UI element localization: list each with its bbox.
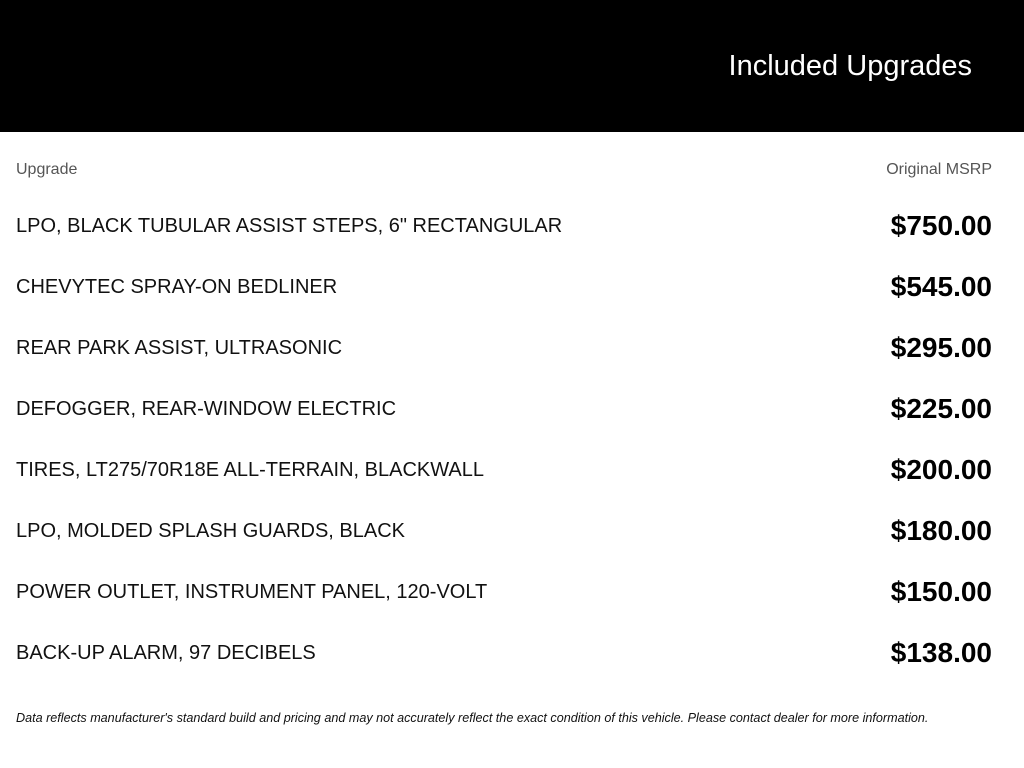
- upgrade-name: LPO, MOLDED SPLASH GUARDS, BLACK: [16, 519, 406, 542]
- upgrade-price: $138.00: [890, 636, 992, 668]
- table-row: [16, 620, 992, 685]
- upgrade-price: $545.00: [890, 270, 992, 302]
- table-row: [16, 437, 992, 502]
- upgrade-price: $750.00: [890, 209, 992, 241]
- disclaimer-text: Data reflects manufacturer's standard build and pricing and may not accurately reflect the exact condition of this vehicle. Please contact dealer for more information.: [16, 711, 929, 725]
- upgrades-table: [16, 158, 992, 685]
- table-body: [16, 193, 992, 685]
- upgrade-price: $150.00: [890, 575, 992, 607]
- upgrade-name: REAR PARK ASSIST, ULTRASONIC: [16, 336, 343, 359]
- table-header: [16, 158, 992, 182]
- table-row: [16, 254, 992, 319]
- table-row: [16, 315, 992, 380]
- upgrade-name: POWER OUTLET, INSTRUMENT PANEL, 120-VOLT: [16, 580, 488, 603]
- upgrade-price: $180.00: [890, 514, 992, 546]
- upgrade-price: $200.00: [890, 453, 992, 485]
- table-row: [16, 193, 992, 258]
- upgrade-price: $225.00: [890, 392, 992, 424]
- column-header-msrp: Original MSRP: [886, 161, 992, 178]
- upgrade-name: CHEVYTEC SPRAY-ON BEDLINER: [16, 275, 338, 298]
- upgrade-name: DEFOGGER, REAR-WINDOW ELECTRIC: [16, 397, 397, 420]
- table-row: [16, 376, 992, 441]
- header-banner: [0, 0, 1024, 132]
- upgrade-price: $295.00: [890, 331, 992, 363]
- column-header-upgrade: Upgrade: [16, 161, 78, 178]
- table-row: [16, 559, 992, 624]
- upgrade-name: BACK-UP ALARM, 97 DECIBELS: [16, 641, 316, 664]
- upgrade-name: LPO, BLACK TUBULAR ASSIST STEPS, 6" RECTANGULAR: [16, 214, 563, 237]
- upgrade-name: TIRES, LT275/70R18E ALL-TERRAIN, BLACKWALL: [16, 458, 484, 481]
- page-title: Included Upgrades: [728, 50, 972, 82]
- table-row: [16, 498, 992, 563]
